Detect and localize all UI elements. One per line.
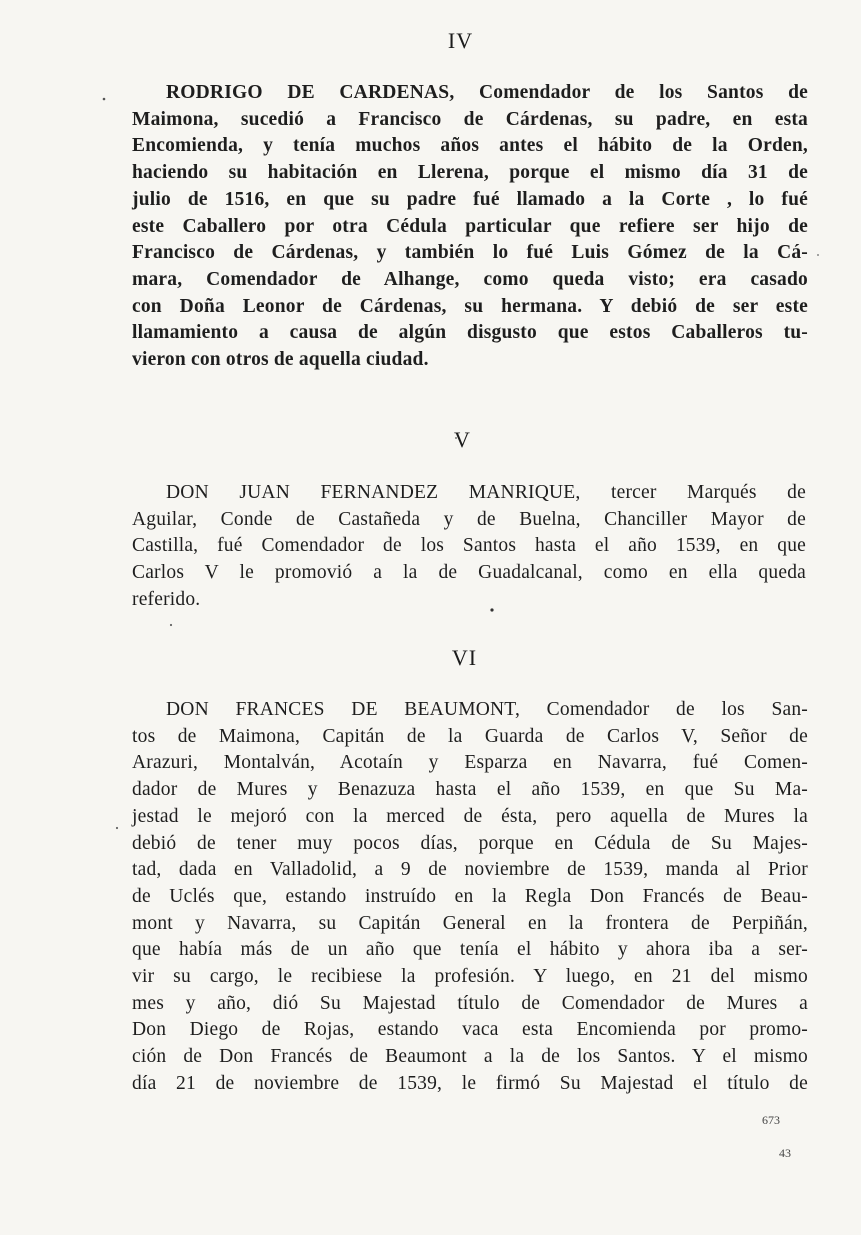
- section-heading-iv: IV: [447, 28, 474, 53]
- text-line: vieron con otros de aquella ciudad.: [132, 349, 429, 371]
- text-line: jestad le mejoró con la merced de ésta, pero aquella de Mures la: [132, 805, 808, 827]
- text-line: mara, Comendador de Alhange, como queda visto; era casado: [132, 268, 808, 290]
- section-iv-text: [132, 80, 808, 374]
- text-line: vir su cargo, le recibiese la profesión. Y luego, en 21 del mismo: [132, 966, 808, 988]
- text-line: Aguilar, Conde de Castañeda y de Buelna, Chanciller Mayor de: [132, 508, 806, 530]
- text-line: referido.: [132, 588, 201, 610]
- text-line: Don Diego de Rojas, estando vaca esta Encomienda por promo-: [132, 1019, 808, 1041]
- text-line: Castilla, fué Comendador de los Santos hasta el año 1539, en que: [132, 535, 806, 557]
- text-line: que había más de un año que tenía el hábito y ahora iba a ser-: [132, 939, 808, 961]
- text-line: con Doña Leonor de Cárdenas, su hermana. Y debió de ser este: [132, 295, 808, 317]
- text-line: debió de tener muy pocos días, porque en Cédula de Su Majes-: [132, 832, 808, 854]
- text-line: ción de Don Francés de Beaumont a la de los Santos. Y el mismo: [132, 1046, 808, 1068]
- section-v-text: [132, 480, 806, 614]
- text-line: Encomienda, y tenía muchos años antes el hábito de la Orden,: [132, 135, 808, 157]
- text-line: haciendo su habitación en Llerena, porque el mismo día 31 de: [132, 162, 808, 184]
- section-heading-vi: VI: [451, 645, 478, 670]
- text-line: Carlos V le promovió a la de Guadalcanal, como en ella queda: [132, 562, 806, 584]
- section-vi-text: [132, 697, 808, 1098]
- text-line: DON FRANCES DE BEAUMONT, Comendador de los San-: [166, 699, 808, 720]
- text-line: de Uclés que, estando instruído en la Regla Don Francés de Beau-: [132, 885, 808, 907]
- text-line: RODRIGO DE CARDENAS, Comendador de los Santos de: [166, 82, 808, 103]
- text-line: llamamiento a causa de algún disgusto que estos Caballeros tu-: [132, 322, 808, 344]
- text-line: tad, dada en Valladolid, a 9 de noviembre de 1539, manda al Prior: [132, 859, 808, 881]
- signature-mark: 43: [779, 1146, 791, 1160]
- section-heading-v: V: [454, 427, 471, 452]
- text-line: este Caballero por otra Cédula particular que refiere ser hijo de: [132, 215, 808, 237]
- text-line: Arazuri, Montalván, Acotaín y Esparza en Navarra, fué Comen-: [132, 752, 808, 774]
- text-line: tos de Maimona, Capitán de la Guarda de Carlos V, Señor de: [132, 725, 808, 747]
- page-number: 673: [762, 1113, 780, 1127]
- text-line: mes y año, dió Su Majestad título de Comendador de Mures a: [132, 992, 808, 1014]
- text-line: mont y Navarra, su Capitán General en la frontera de Perpiñán,: [132, 912, 808, 934]
- text-line: julio de 1516, en que su padre fué llamado a la Corte , lo fué: [132, 188, 808, 210]
- text-line: DON JUAN FERNANDEZ MANRIQUE, tercer Marqués de: [166, 482, 806, 503]
- text-line: día 21 de noviembre de 1539, le firmó Su Majestad el título de: [132, 1072, 808, 1094]
- text-line: Maimona, sucedió a Francisco de Cárdenas, su padre, en esta: [132, 108, 808, 130]
- text-line: Francisco de Cárdenas, y también lo fué Luis Gómez de la Cá-: [132, 242, 808, 264]
- text-line: dador de Mures y Benazuza hasta el año 1539, en que Su Ma-: [132, 779, 808, 801]
